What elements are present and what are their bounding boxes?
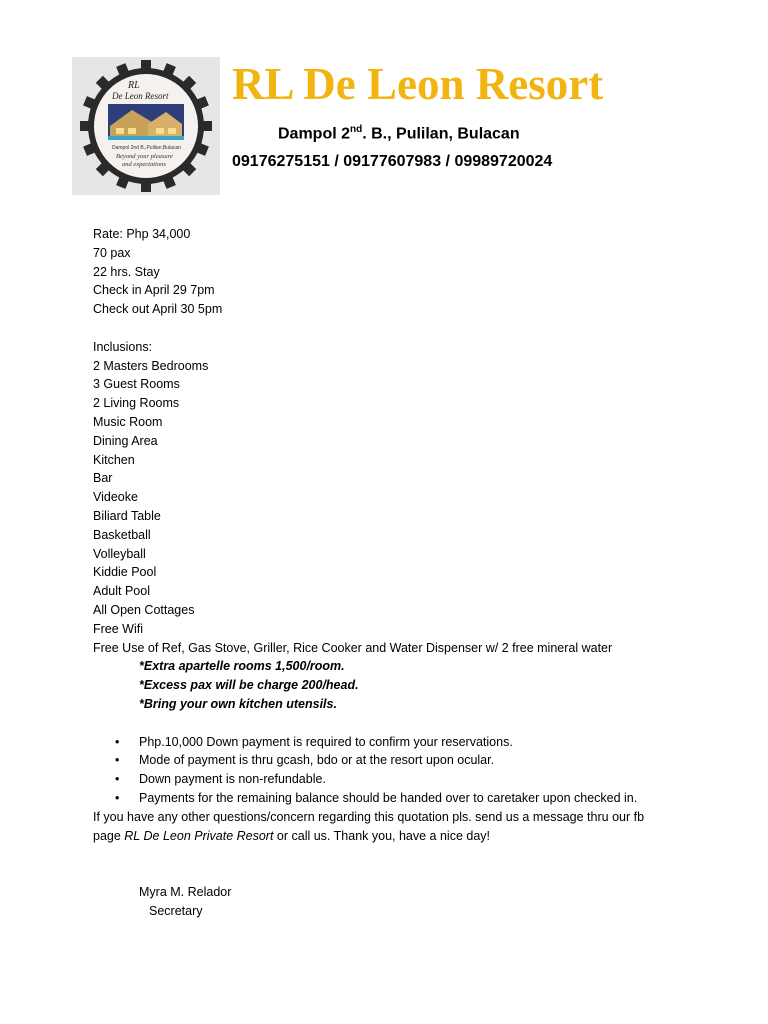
note-utensils: *Bring your own kitchen utensils. xyxy=(139,696,337,711)
address-rest: . B., Pulilan, Bulacan xyxy=(362,125,520,143)
check-in-line: Check in April 29 7pm xyxy=(93,283,215,298)
contact-phones: 09176275151 / 09177607983 / 09989720024 xyxy=(232,153,553,170)
term-item xyxy=(93,751,693,770)
term-item xyxy=(93,770,693,789)
inclusion-item: 3 Guest Rooms xyxy=(93,377,180,392)
bullet-icon: • xyxy=(115,753,120,768)
logo-text-address: Dampol 2nd B.,Pulilan,Bulacan xyxy=(112,145,181,151)
inclusion-item: Volleyball xyxy=(93,546,146,561)
bullet-icon: • xyxy=(115,734,120,749)
inclusion-item: Basketball xyxy=(93,527,151,542)
resort-address xyxy=(278,124,520,143)
closing-line-1: If you have any other questions/concern regarding this quotation pls. send us a message thru our fb xyxy=(93,809,645,824)
inclusion-item: Adult Pool xyxy=(93,584,150,599)
bullet-icon: • xyxy=(115,790,120,805)
term-item xyxy=(93,789,693,808)
inclusion-item: Bar xyxy=(93,471,113,486)
address-main: Dampol 2 xyxy=(278,125,351,143)
rate-line: Rate: Php 34,000 xyxy=(93,227,191,241)
term-item xyxy=(93,733,693,752)
address-ordinal: nd xyxy=(350,124,363,135)
logo-text-rl: RL xyxy=(128,80,140,91)
resort-title: RL De Leon Resort xyxy=(232,59,604,109)
logo-text-name: De Leon Resort xyxy=(112,91,169,101)
signatory-name: Myra M. Relador xyxy=(139,884,232,899)
inclusions-heading: Inclusions: xyxy=(93,339,153,354)
inclusion-item: Kitchen xyxy=(93,452,135,467)
check-out-line: Check out April 30 5pm xyxy=(93,302,223,317)
closing-post: or call us. Thank you, have a nice day! xyxy=(273,828,490,843)
inclusion-item: Free Use of Ref, Gas Stove, Griller, Rice Cooker and Water Dispenser w/ 2 free mineral water xyxy=(93,640,613,655)
signatory-role: Secretary xyxy=(149,903,203,918)
logo-text-tagline1: Beyond your pleasure xyxy=(116,153,173,160)
note-extra-rooms: *Extra apartelle rooms 1,500/room. xyxy=(139,659,345,674)
inclusion-item: Biliard Table xyxy=(93,508,161,523)
inclusion-item: Kiddie Pool xyxy=(93,565,157,580)
logo-text-tagline2: and expectations xyxy=(122,161,166,168)
inclusion-item: All Open Cottages xyxy=(93,602,195,617)
inclusion-item: 2 Masters Bedrooms xyxy=(93,358,209,373)
inclusion-item: Free Wifi xyxy=(93,621,143,636)
stay-line: 22 hrs. Stay xyxy=(93,264,160,279)
inclusion-item: 2 Living Rooms xyxy=(93,396,180,411)
pax-line: 70 pax xyxy=(93,245,131,260)
note-excess-pax: *Excess pax will be charge 200/head. xyxy=(139,678,359,693)
fb-page-name: RL De Leon Private Resort xyxy=(124,828,274,843)
inclusion-item: Videoke xyxy=(93,490,138,505)
inclusion-item: Dining Area xyxy=(93,433,158,448)
resort-logo xyxy=(72,57,220,195)
term-text: Php.10,000 Down payment is required to confirm your reservations. xyxy=(139,734,513,749)
term-text: Payments for the remaining balance should be handed over to caretaker upon checked in. xyxy=(139,790,638,805)
closing-line-2 xyxy=(93,827,693,846)
inclusion-item: Music Room xyxy=(93,414,163,429)
term-text: Down payment is non-refundable. xyxy=(139,772,326,787)
bullet-icon: • xyxy=(115,772,120,787)
closing-pre: page xyxy=(93,828,125,843)
quotation-body xyxy=(93,225,693,920)
term-text: Mode of payment is thru gcash, bdo or at the resort upon ocular. xyxy=(139,753,495,768)
